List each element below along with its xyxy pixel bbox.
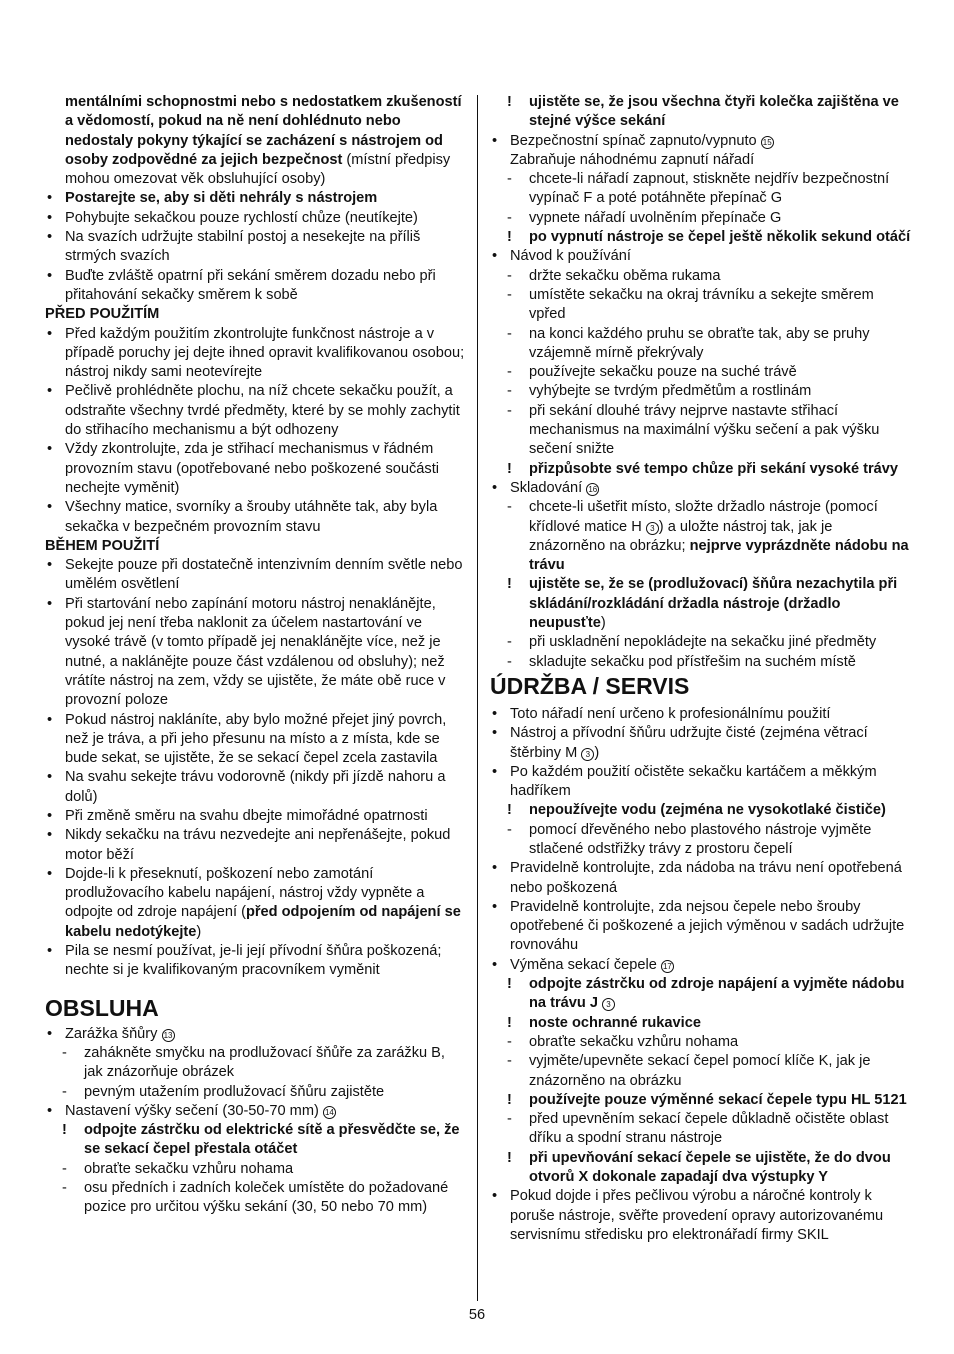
text-segment: Toto nářadí není určeno k profesionálnímu použití [510, 705, 831, 722]
text-bullet [45, 826, 465, 865]
text-segment: při uskladnění nepokládejte na sekačku jiné předměty [529, 634, 877, 651]
text-segment: ) [196, 923, 202, 940]
text-segment: ) [600, 615, 606, 632]
text-segment: osu předních i zadních koleček umístěte do požadované pozice pro určitou výšku sekání (30, 50 nebo 70 mm) [84, 1180, 449, 1216]
figure-number-icon: 3 [602, 998, 615, 1011]
excl-marker: ! [507, 1014, 512, 1031]
bullet-marker: • [47, 827, 53, 844]
bullet-marker: • [492, 860, 498, 877]
text-dash [45, 1044, 465, 1083]
figure-number-icon: 16 [586, 483, 599, 496]
text-excl [490, 975, 912, 1014]
text-segment: nepoužívejte vodu (zejména ne vysokotlaké čističe) [529, 802, 886, 819]
text-bullet [490, 898, 912, 956]
text-segment: ujistěte se, že jsou všechna čtyři kolečka zajištěna ve stejné výšce sekání [529, 94, 899, 130]
text-segment: Pravidelně kontrolujte, zda nejsou čepele nebo šrouby opotřebené či poškozené a jejich výměnou v sadách udržujte rovnováhu [510, 898, 905, 954]
bullet-marker: • [47, 1025, 53, 1042]
excl-marker: ! [507, 1091, 512, 1108]
text-dash [490, 821, 912, 860]
dash-marker: - [62, 1160, 67, 1177]
text-dash [490, 267, 912, 286]
text-segment: při sekání dlouhé trávy nejprve nastavte střihací mechanismus na maximální výšku sečení a pak výšku sečení snižte [529, 402, 880, 458]
dash-marker: - [507, 209, 512, 226]
text-bullet [45, 942, 465, 981]
bullet-marker: • [47, 595, 53, 612]
text-segment: noste ochranné rukavice [529, 1014, 701, 1031]
subsection-heading [45, 305, 465, 324]
dash-marker: - [507, 499, 512, 516]
text-segment: Skladování [510, 479, 587, 496]
bullet-marker: • [492, 898, 498, 915]
text-bullet [45, 498, 465, 537]
bullet-marker: • [47, 711, 53, 728]
text-excl [490, 801, 912, 820]
left-column [45, 93, 465, 1218]
text-segment: Postarejte se, aby si děti nehrály s nástrojem [65, 190, 378, 207]
bullet-marker: • [492, 763, 498, 780]
text-dash [490, 498, 912, 575]
dash-marker: - [62, 1083, 67, 1100]
text-segment: Na svazích udržujte stabilní postoj a nesekejte na příliš strmých svazích [65, 229, 421, 265]
text-bullet [45, 711, 465, 769]
text-segment: při upevňování sekací čepele se ujistěte, že do dvou otvorů X dokonale zapadají dva výstupky Y [529, 1149, 891, 1186]
dash-marker: - [507, 653, 512, 670]
text-segment: Pravidelně kontrolujte, zda nádoba na trávu není opotřebená nebo poškozená [510, 860, 902, 896]
text-dash [490, 325, 912, 364]
text-segment: BĚHEM POUŽITÍ [45, 537, 160, 554]
excl-marker: ! [62, 1122, 67, 1139]
text-segment: Pila se nesmí používat, je-li její přívodní šňůra poškozená; nechte si je kvalifikovaným pracovníkem vyměnit [65, 943, 442, 979]
text-bullet [490, 724, 912, 763]
text-segment: Všechny matice, svorníky a šrouby utáhněte tak, aby byla sekačka v bezpečném provozním stavu [65, 499, 438, 535]
text-bullet [490, 763, 912, 802]
text-segment: Zabraňuje náhodnému zapnutí nářadí [510, 151, 755, 168]
text-bullet [45, 325, 465, 383]
text-dash [490, 1033, 912, 1052]
text-segment: Bezpečnostní spínač zapnuto/vypnuto [510, 132, 761, 149]
text-bullet [490, 1187, 912, 1245]
dash-marker: - [507, 821, 512, 838]
bullet-marker: • [492, 132, 498, 149]
text-segment: chcete-li ušetřit místo, složte držadlo nástroje (pomocí křídlové matice H [529, 499, 878, 535]
text-excl [490, 460, 912, 479]
bullet-marker: • [47, 325, 53, 342]
text-segment: obraťte sekačku vzhůru nohama [84, 1160, 294, 1177]
text-segment: Dojde-li k přeseknutí, poškození nebo zamotání prodlužovacího kabelu napájení, nástroj vždy vypněte a odpojte od zdroje napájení ( [65, 865, 425, 921]
text-bullet [45, 595, 465, 711]
dash-marker: - [507, 402, 512, 419]
bullet-marker: • [492, 705, 498, 722]
excl-marker: ! [507, 1149, 512, 1166]
text-segment: ÚDRŽBA / SERVIS [490, 672, 690, 699]
text-excl [490, 228, 912, 247]
bullet-marker: • [47, 807, 53, 824]
text-excl [45, 1121, 465, 1160]
text-dash [490, 653, 912, 672]
text-segment: po vypnutí nástroje se čepel ještě několik sekund otáčí [529, 229, 911, 246]
text-segment: přizpůsobte své tempo chůze při sekání vysoké trávy [529, 460, 899, 477]
text-excl [490, 575, 912, 633]
text-bullet [490, 132, 912, 151]
text-segment: Pečlivě prohlédněte plochu, na níž chcete sekačku použít, a odstraňte všechny tvrdé předměty, které by se mohly zachytit do střihacího mechanismu a být odhozeny [65, 383, 460, 439]
text-segment: Zarážka šňůry [65, 1025, 162, 1042]
dash-marker: - [507, 1033, 512, 1050]
text-segment: na konci každého pruhu se obraťte tak, aby se pruhy vzájemně mírně překrývaly [529, 325, 870, 361]
text-segment: skladujte sekačku pod přístřešim na suchém místě [529, 653, 856, 670]
text-bullet [45, 440, 465, 498]
text-segment: Nikdy sekačku na trávu nezvedejte ani nepřenášejte, pokud motor běží [65, 827, 451, 863]
text-segment: chcete-li nářadí zapnout, stiskněte nejdřív bezpečnostní vypínač F a poté potáhněte přepínač G [529, 171, 890, 207]
bullet-marker: • [47, 769, 53, 786]
text-bullet [45, 1102, 465, 1121]
figure-number-icon: 3 [581, 748, 594, 761]
bullet-marker: • [492, 479, 498, 496]
text-dash [490, 633, 912, 652]
text-excl [490, 1014, 912, 1033]
figure-number-icon: 13 [162, 1029, 175, 1042]
text-segment: vypnete nářadí uvolněním přepínače G [529, 209, 782, 226]
text-dash [490, 402, 912, 460]
text-plain [490, 151, 912, 170]
right-column [490, 93, 912, 1245]
text-bullet [490, 956, 912, 975]
text-segment: mentálními schopnostmi nebo s nedostatkem zkušeností a vědomostí, pokud na ně není dohlédnuto nebo nedostaly pokyny týkající se zacházení s nástrojem od osoby zodpovědné za jejich bezpečnost [65, 94, 462, 168]
text-segment: OBSLUHA [45, 994, 159, 1021]
text-segment: Sekejte pouze při dostatečně intenzivním denním světle nebo umělém osvětlení [65, 557, 463, 593]
dash-marker: - [507, 325, 512, 342]
bullet-marker: • [47, 383, 53, 400]
text-segment: obraťte sekačku vzhůru nohama [529, 1033, 739, 1050]
bullet-marker: • [492, 956, 498, 973]
text-bullet [45, 267, 465, 306]
excl-marker: ! [507, 976, 512, 993]
text-segment: vyhýbejte se tvrdým předmětům a rostlinám [529, 383, 812, 400]
text-excl [490, 1091, 912, 1110]
excl-marker: ! [507, 460, 512, 477]
excl-marker: ! [507, 576, 512, 593]
text-excl [490, 93, 912, 132]
text-segment: Pokud nástroj nakláníte, aby bylo možné přejet jiný povrch, než je tráva, a při jeho přesunu na místo a z místa, kde se bude sekat, se ujistěte, že se sekací čepel zcela zastavila [65, 711, 447, 767]
text-bullet [490, 247, 912, 266]
text-segment: držte sekačku oběma rukama [529, 267, 721, 284]
text-segment: nejprve vyprázdněte nádobu na trávu [529, 537, 909, 574]
bullet-marker: • [47, 209, 53, 226]
text-bullet [45, 865, 465, 942]
excl-marker: ! [507, 229, 512, 246]
section-heading [45, 994, 465, 1022]
text-bullet [45, 382, 465, 440]
text-segment: Nastavení výšky sečení (30-50-70 mm) [65, 1102, 323, 1119]
bullet-marker: • [47, 190, 53, 207]
text-bullet [45, 807, 465, 826]
text-segment: před odpojením od napájení se kabelu nedotýkejte [65, 904, 461, 940]
text-segment: používejte pouze výměnné sekací čepele typu HL 5121 [529, 1091, 907, 1108]
dash-marker: - [507, 171, 512, 188]
text-segment: zahákněte smyčku na prodlužovací šňůře za zarážku B, jak znázorňuje obrázek [84, 1044, 445, 1081]
bullet-marker: • [47, 499, 53, 516]
bullet-marker: • [492, 248, 498, 265]
text-segment: PŘED POUŽITÍM [45, 306, 160, 323]
text-segment: Po každém použití očistěte sekačku kartáčem a měkkým hadříkem [510, 763, 877, 800]
bullet-marker: • [47, 229, 53, 246]
bullet-marker: • [47, 557, 53, 574]
text-segment: Výměna sekací čepele [510, 956, 661, 973]
dash-marker: - [62, 1044, 67, 1061]
bullet-marker: • [47, 943, 53, 960]
text-segment: Při startování nebo zapínání motoru nástroj nenaklánějte, pokud jej není třeba naklonit za účelem nastartování ve vysoké trávě (v tomto případě jej nenaklánějte více, než je nutné, a naklánějte pouze část vzdálenou od obsluhy); než vrátíte nástroj na zem, vždy se ujistěte, že máte obě ruce v provozní poloze [65, 595, 446, 709]
text-segment: Před každým použitím zkontrolujte funkčnost nástroje a v případě poruchy jej dejte ihned opravit kvalifikovanou osobou; nástroj nikdy sami neotevírejte [65, 325, 465, 381]
dash-marker: - [507, 364, 512, 381]
text-dash [490, 1110, 912, 1149]
text-dash [490, 363, 912, 382]
excl-marker: ! [507, 94, 512, 110]
bullet-marker: • [492, 1188, 498, 1205]
text-bullet [45, 189, 465, 208]
dash-marker: - [507, 267, 512, 284]
bullet-marker: • [47, 267, 53, 284]
bullet-marker: • [492, 725, 498, 742]
text-segment: pevným utažením prodlužovací šňůru zajistěte [84, 1083, 385, 1100]
text-segment: Vždy zkontrolujte, zda je střihací mechanismus v řádném provozním stavu (opotřebované nebo poškozené součásti nechejte vyměnit) [65, 441, 439, 496]
bullet-marker: • [47, 441, 53, 458]
text-dash [45, 1179, 465, 1218]
text-bullet [490, 705, 912, 724]
text-segment: odpojte zástrčku od elektrické sítě a přesvědčte se, že se sekací čepel přestala otáčet [84, 1122, 460, 1158]
excl-marker: ! [507, 802, 512, 819]
text-segment: Pokud dojde i přes pečlivou výrobu a náročné kontroly k poruše nástroje, svěřte provedení opravy autorizovanému servisnímu středisku pro elektronářadí firmy SKIL [510, 1188, 884, 1243]
text-dash [490, 209, 912, 228]
text-segment: používejte sekačku pouze na suché trávě [529, 364, 797, 381]
text-segment: umístěte sekačku na okraj trávníku a sekejte směrem vpřed [529, 286, 874, 323]
text-para [45, 93, 465, 189]
text-dash [490, 1052, 912, 1091]
text-dash [490, 286, 912, 325]
dash-marker: - [507, 286, 512, 303]
dash-marker: - [507, 383, 512, 400]
text-segment: (místní předpisy mohou omezovat věk obsluhující osoby) [65, 151, 451, 188]
dash-marker: - [507, 634, 512, 651]
text-segment: ujistěte se, že se (prodlužovací) šňůra nezachytila při skládání/rozkládání držadla nástroje (držadlo neupusťte [529, 576, 898, 632]
text-segment: Nástroj a přívodní šňůru udržujte čisté (zejména větrací štěrbiny M [510, 725, 868, 761]
text-bullet [490, 479, 912, 498]
bullet-marker: • [47, 1102, 53, 1119]
text-bullet [490, 859, 912, 898]
dash-marker: - [507, 1053, 512, 1070]
section-heading [490, 672, 912, 700]
text-excl [490, 1149, 912, 1188]
figure-number-icon: 17 [661, 960, 674, 973]
text-segment: Při změně směru na svahu dbejte mimořádné opatrnosti [65, 807, 428, 824]
figure-number-icon: 3 [646, 522, 659, 535]
text-segment: před upevněním sekací čepele důkladně očistěte oblast dříku a spodní stranu nástroje [529, 1111, 889, 1147]
text-segment: ) [594, 744, 600, 761]
figure-number-icon: 15 [761, 136, 774, 149]
dash-marker: - [62, 1180, 67, 1197]
page-number: 56 [468, 1307, 486, 1323]
text-dash [45, 1160, 465, 1179]
text-segment: Návod k používání [510, 248, 631, 265]
dash-marker: - [507, 1111, 512, 1128]
text-segment: Pohybujte sekačkou pouze rychlostí chůze (neutíkejte) [65, 209, 418, 226]
text-segment: Buďte zvláště opatrní při sekání směrem dozadu nebo při přitahování sekačky směrem k sobě [65, 267, 436, 303]
text-dash [45, 1083, 465, 1102]
bullet-marker: • [47, 865, 53, 882]
subsection-heading [45, 537, 465, 556]
text-segment: Na svahu sekejte trávu vodorovně (nikdy při jízdě nahoru a dolů) [65, 769, 446, 805]
text-segment: vyjměte/upevněte sekací čepel pomocí klíče K, jak je znázorněno na obrázku [529, 1053, 871, 1089]
figure-number-icon: 14 [323, 1106, 336, 1119]
text-bullet [45, 209, 465, 228]
text-bullet [45, 1025, 465, 1044]
text-bullet [45, 228, 465, 267]
column-divider [477, 95, 478, 1301]
text-dash [490, 170, 912, 209]
text-segment: odpojte zástrčku od zdroje napájení a vyjměte nádobu na trávu J [529, 976, 905, 1012]
text-bullet [45, 768, 465, 807]
text-dash [490, 382, 912, 401]
text-segment: pomocí dřevěného nebo plastového nástroje vyjměte stlačené odstřižky trávy z prostoru čepelí [529, 821, 872, 857]
text-segment: ) a uložte nástroj tak, jak je znázorněno na obrázku; [529, 518, 833, 554]
text-bullet [45, 556, 465, 595]
